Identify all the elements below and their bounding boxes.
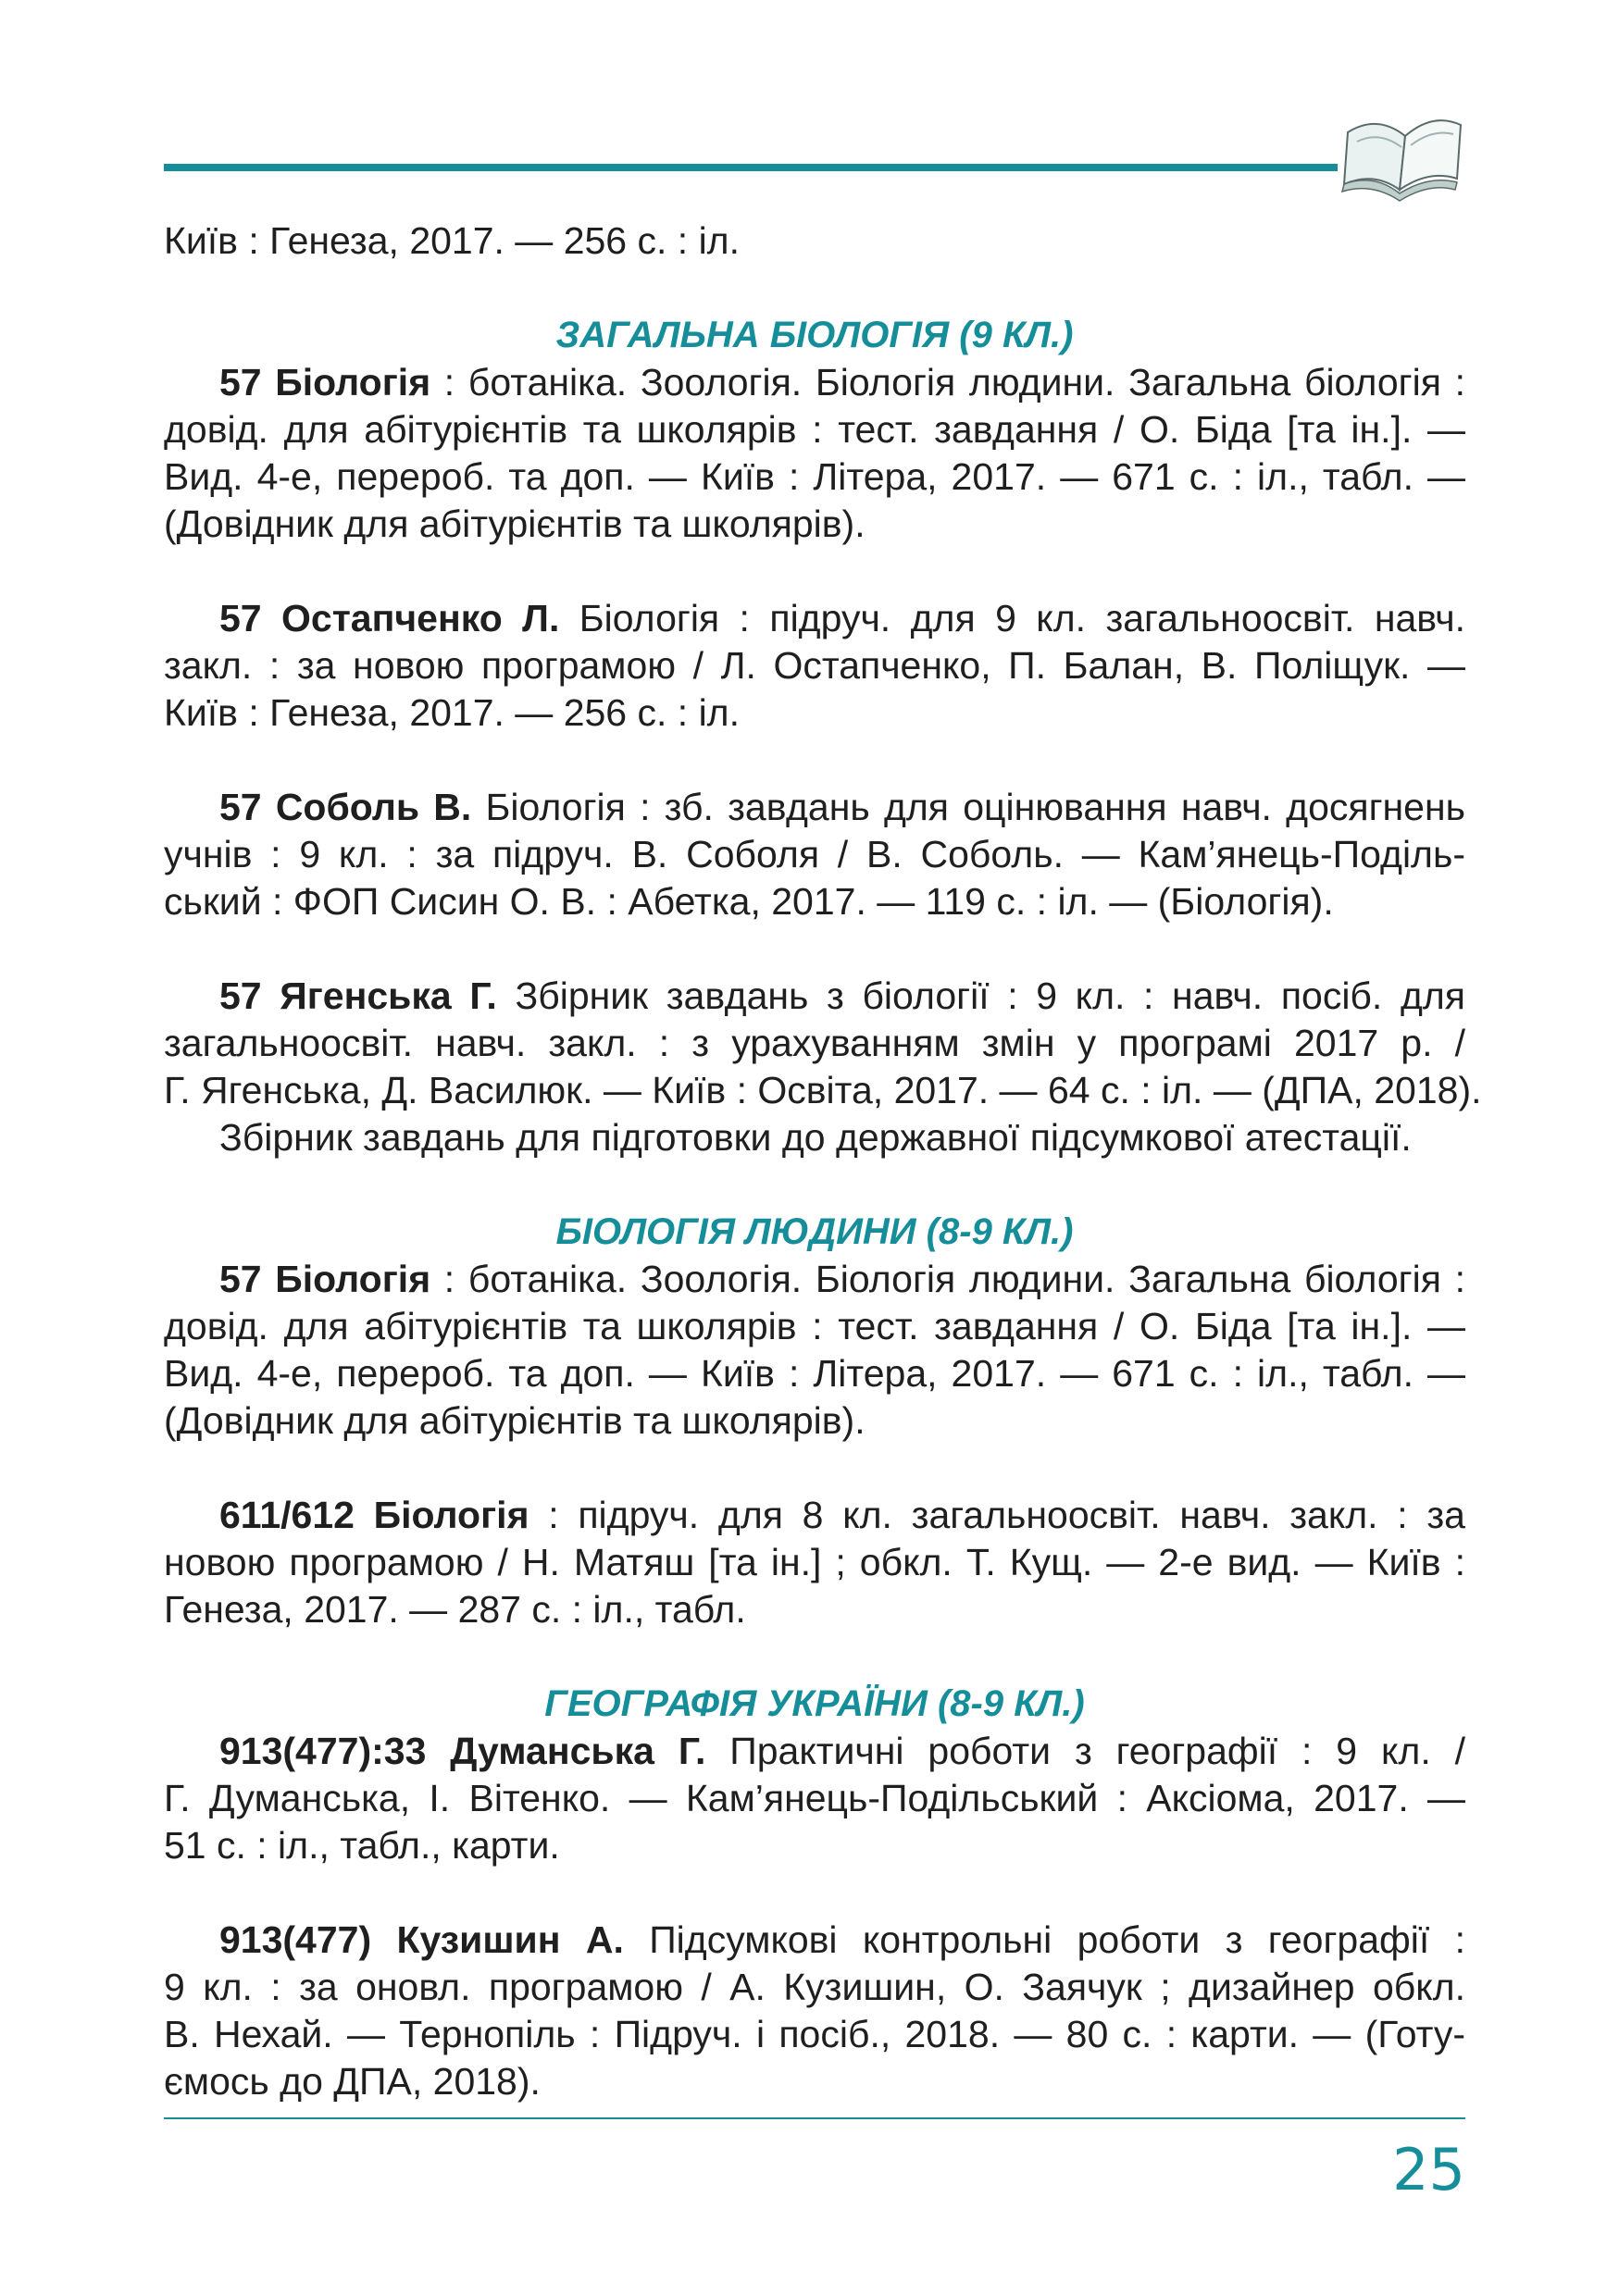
entry-text: загальноосвіт. навч. закл. : з урахуванням змін у програмі 2017 р. / [164,1022,1465,1064]
entry-line [164,1917,1465,1964]
entry-text: : ботаніка. Зоологія. Біологія людини. Загальна біологія : [430,361,1465,403]
entry-line [164,2011,1465,2058]
entry-text: новою програмою / Н. Матяш [та ін.] ; обкл. Т. Кущ. — 2-е вид. — Київ : [164,1541,1465,1583]
entry-text: закл. : за новою програмою / Л. Остапченко, П. Балан, В. Поліщук. — [164,644,1465,687]
page-content [164,217,1482,2105]
entry-text: Вид. 4-е, перероб. та доп. — Київ : Літера, 2017. — 671 с. : іл., табл. — [164,455,1465,498]
entry-line [164,878,1465,925]
entry-line [164,406,1465,453]
entry-line [164,501,1465,548]
entry-note: Збірник завдань для підготовки до державної підсумкової атестації. [219,1116,1412,1159]
entry-heading: 611/612 Біологія [219,1494,529,1536]
footer-rule [164,2117,1465,2119]
entry-line [164,1775,1465,1822]
entry-text: 9 кл. : за оновл. програмою / А. Кузишин, О. Заячук ; дизайнер обкл. [164,1966,1465,2008]
entry-line [164,831,1465,878]
entry-heading: 57 Соболь В. [219,786,472,828]
entry-heading: 57 Біологія [219,1258,431,1300]
bibliography-sections [164,312,1482,2105]
entry-heading: 57 Остапченко Л. [219,597,560,639]
entry-heading: 57 Біологія [219,361,431,403]
entry-text: (Довідник для абітурієнтів та школярів). [164,503,866,545]
bibliography-entry [164,359,1465,548]
entry-line [164,1256,1465,1303]
header-rule [164,164,1338,171]
entry-text: ємось до ДПА, 2018). [164,2060,541,2103]
entry-heading: 913(477) Кузишин А. [219,1918,624,1961]
bibliography-entry [164,1492,1465,1633]
section-title: БІОЛОГІЯ ЛЮДИНИ (8-9 КЛ.) [555,1211,1074,1252]
entry-line [164,784,1465,831]
section-title: ЗАГАЛЬНА БІОЛОГІЯ (9 КЛ.) [555,315,1074,355]
entry-text: : підруч. для 8 кл. загальноосвіт. навч. закл. : за [529,1494,1465,1536]
entry-text: Збірник завдань з біології : 9 кл. : навч. посіб. для [496,974,1465,1017]
entry-line [164,1822,1465,1869]
entry-text: Біологія : підруч. для 9 кл. загальноосвіт. навч. [559,597,1465,639]
entry-text: ський : ФОП Сисин О. В. : Абетка, 2017. — 119 с. : іл. — (Біологія). [164,880,1334,923]
entry-heading: 57 Ягенська Г. [219,974,497,1017]
entry-text: : ботаніка. Зоологія. Біологія людини. Загальна біологія : [430,1258,1465,1300]
entry-line [164,642,1465,689]
entry-line [164,1397,1465,1445]
entry-text: Генеза, 2017. — 287 с. : іл., табл. [164,1588,746,1631]
entry-text: 51 с. : іл., табл., карти. [164,1824,560,1867]
bibliography-entry [164,1256,1465,1445]
entry-line [164,973,1465,1020]
entry-line [164,1539,1465,1586]
entry-line [164,1303,1465,1350]
entry-line [164,453,1465,501]
entry-text: довід. для абітурієнтів та школярів : тест. завдання / О. Біда [та ін.]. — [164,1305,1465,1347]
entry-text: Біологія : зб. завдань для оцінювання навч. досягнень [471,786,1465,828]
entry-line [164,1020,1465,1067]
entry-text: Підсумкові контрольні роботи з географії : [623,1918,1465,1961]
entry-line [164,2058,1465,2105]
entry-line [164,595,1465,642]
section-title: ГЕОГРАФІЯ УКРАЇНИ (8-9 КЛ.) [544,1683,1085,1724]
bibliography-entry [164,784,1465,925]
bibliography-entry [164,1917,1465,2105]
entry-line [164,1350,1465,1397]
entry-text: Практичні роботи з географії : 9 кл. / [705,1730,1466,1772]
entry-text: (Довідник для абітурієнтів та школярів). [164,1399,866,1442]
entry-text: довід. для абітурієнтів та школярів : тест. завдання / О. Біда [та ін.]. — [164,408,1465,451]
entry-text: Г. Ягенська, Д. Василюк. — Київ : Освіта, 2017. — 64 с. : іл. — (ДПА, 2018). [164,1069,1482,1111]
continuation-line: Київ : Генеза, 2017. — 256 с. : іл. [164,219,740,262]
entry-line [164,1964,1465,2011]
bibliography-entry [164,595,1465,737]
entry-line [164,689,1465,737]
entry-line [164,359,1465,406]
bibliography-entry [164,973,1482,1161]
entry-text: В. Нехай. — Тернопіль : Підруч. і посіб., 2018. — 80 с. : карти. — (Готу- [164,2013,1465,2055]
bibliography-entry [164,1728,1465,1869]
entry-text: учнів : 9 кл. : за підруч. В. Соболя / В. Соболь. — Кам’янець-Поділь- [164,833,1465,875]
page-number: 25 [1392,2136,1465,2203]
entry-line [164,1067,1482,1114]
entry-line [164,1492,1465,1539]
entry-text: Г. Думанська, І. Вітенко. — Кам’янець-Подільський : Аксіома, 2017. — [164,1777,1465,1819]
entry-line [164,1728,1465,1775]
open-book-icon [1340,105,1465,202]
entry-text: Вид. 4-е, перероб. та доп. — Київ : Літера, 2017. — 671 с. : іл., табл. — [164,1352,1465,1395]
entry-text: Київ : Генеза, 2017. — 256 с. : іл. [164,691,740,734]
entry-heading: 913(477):33 Думанська Г. [219,1730,706,1772]
entry-line [164,1586,1465,1633]
